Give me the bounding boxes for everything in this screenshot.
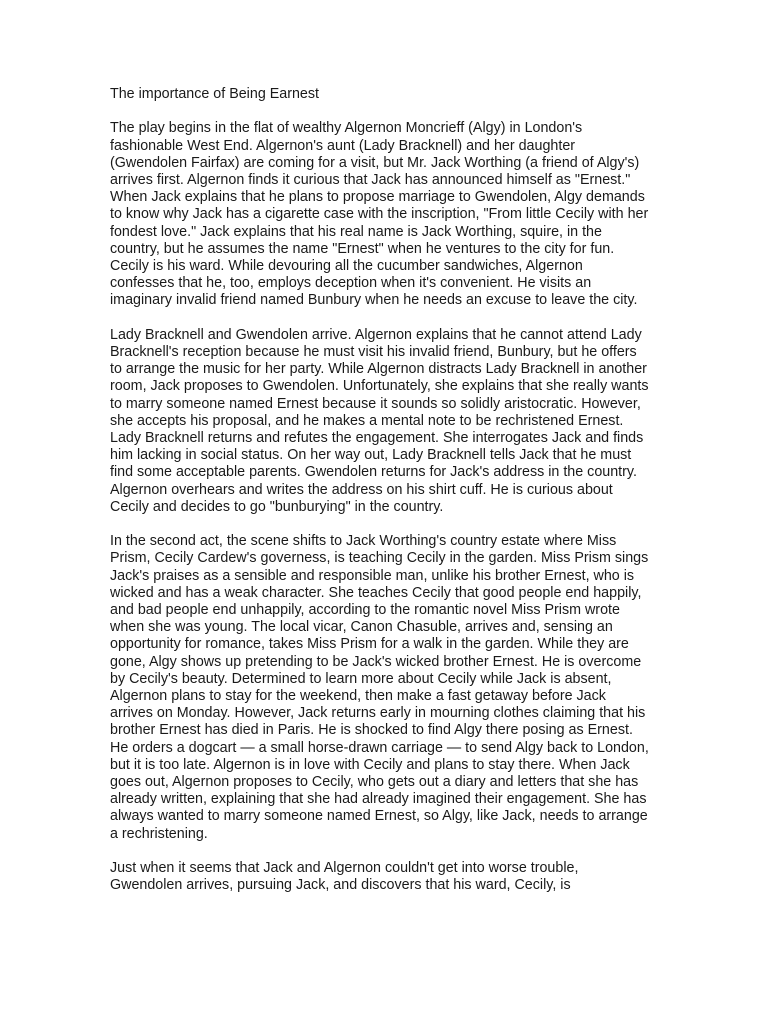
document-page — [110, 86, 650, 912]
paragraph-4: Just when it seems that Jack and Algernon couldn't get into worse trouble, Gwendolen arrives, pursuing Jack, and discovers that his ward, Cecily, is — [110, 860, 579, 894]
paragraph-3: In the second act, the scene shifts to Jack Worthing's country estate where Miss Prism, Cecily Cardew's governess, is teaching Cecily in the garden. Miss Prism sings Jack's praises as a sensible and responsible man, unlike his brother Ernest, who is wicked and has a weak character. She teaches Cecily that good people end happily, and bad people end unhappily, according to the romantic novel Miss Prism wrote when she was young. The local vicar, Canon Chasuble, arrives and, sensing an opportunity for romance, takes Miss Prism for a walk in the garden. While they are gone, Algy shows up pretending to be Jack's wicked brother Ernest. He is overcome by Cecily's beauty. Determined to learn more about Cecily while Jack is absent, Algernon plans to stay for the weekend, then make a fast getaway before Jack arrives on Monday. However, Jack returns early in mourning clothes claiming that his brother Ernest has died in Paris. He is shocked to find Algy there posing as Ernest. He orders a dogcart — a small horse-drawn carriage — to send Algy back to London, but it is too late. Algernon is in love with Cecily and plans to stay there. When Jack goes out, Algernon proposes to Cecily, who gets out a diary and letters that she has already written, explaining that she had already imagined their engagement. She has always wanted to marry someone named Ernest, so Algy, like Jack, needs to arrange a rechristening. — [110, 533, 649, 842]
paragraph-2: Lady Bracknell and Gwendolen arrive. Algernon explains that he cannot attend Lady Bracknell's reception because he must visit his invalid friend, Bunbury, but he offers to arrange the music for her party. While Algernon distracts Lady Bracknell in another room, Jack proposes to Gwendolen. Unfortunately, she explains that she really wants to marry someone named Ernest because it sounds so solidly aristocratic. However, she accepts his proposal, and he makes a mental note to be rechristened Ernest. Lady Bracknell returns and refutes the engagement. She interrogates Jack and finds him lacking in social status. On her way out, Lady Bracknell tells Jack that he must find some acceptable parents. Gwendolen returns for Jack's address in the country. Algernon overhears and writes the address on his shirt cuff. He is curious about Cecily and decides to go "bunburying" in the country. — [110, 326, 649, 515]
document-title: The importance of Being Earnest — [110, 86, 320, 102]
paragraph-1: The play begins in the flat of wealthy Algernon Moncrieff (Algy) in London's fashionable West End. Algernon's aunt (Lady Bracknell) and her daughter (Gwendolen Fairfax) are coming for a visit, but Mr. Jack Worthing (a friend of Algy's) arrives first. Algernon finds it curious that Jack has announced himself as "Ernest." When Jack explains that he plans to propose marriage to Gwendolen, Algy demands to know why Jack has a cigarette case with the inscription, "From little Cecily with her fondest love." Jack explains that his real name is Jack Worthing, squire, in the country, but he assumes the name "Ernest" when he ventures to the city for fun. Cecily is his ward. While devouring all the cucumber sandwiches, Algernon confesses that he, too, employs deception when it's convenient. He visits an imaginary invalid friend named Bunbury when he needs an excuse to leave the city. — [110, 120, 649, 309]
